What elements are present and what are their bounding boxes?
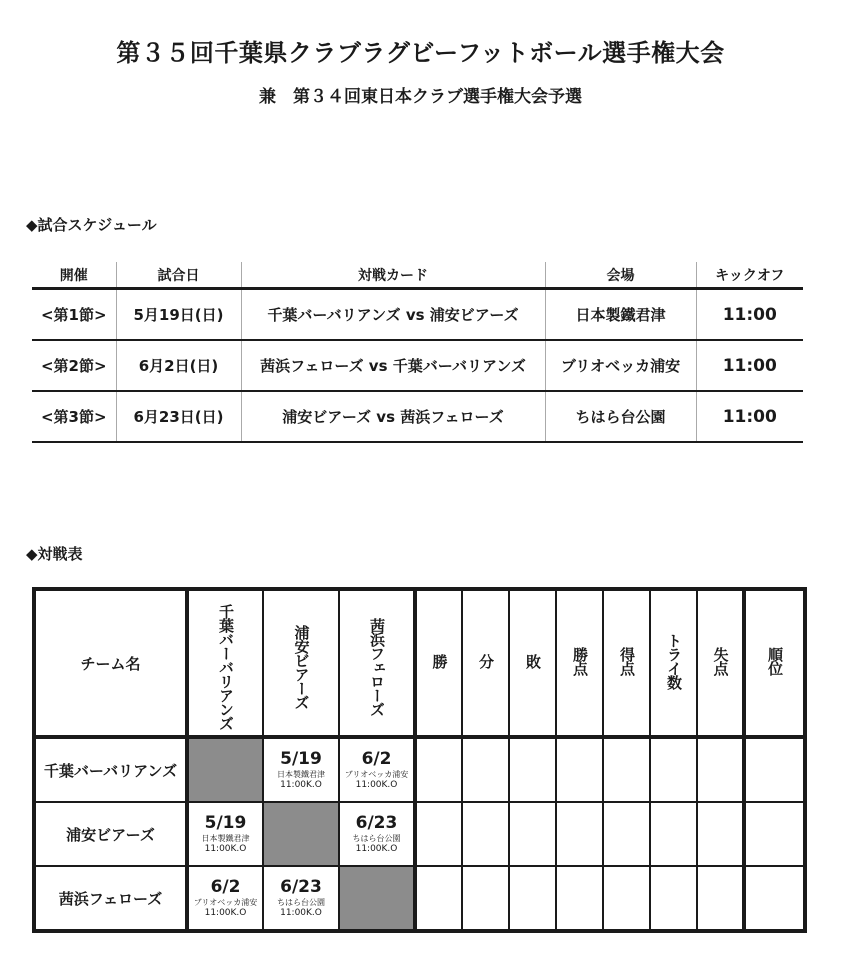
round-cell: <第1節> <box>32 289 116 341</box>
stat-cell-draws[interactable] <box>462 737 509 802</box>
opponent-header <box>263 589 339 737</box>
schedule-row <box>32 289 803 341</box>
fixture-cell <box>263 866 339 931</box>
opponent-header <box>339 589 415 737</box>
opponent-header-label: 茜浜フェローズ <box>368 618 386 716</box>
team-name-cell: 千葉バーバリアンズ <box>34 737 187 802</box>
fixture-date: 6/23 <box>355 812 398 833</box>
stat-cell-points-for[interactable] <box>603 737 650 802</box>
fixture-kickoff: 11:00K.O <box>204 843 247 854</box>
match-table <box>32 587 807 933</box>
fixture-cell <box>187 866 263 931</box>
schedule-header-row <box>32 262 803 289</box>
fixture-cell <box>339 737 415 802</box>
fixture-date: 5/19 <box>280 748 322 769</box>
fixture-cell <box>263 737 339 802</box>
stat-cell-win-points[interactable] <box>556 737 603 802</box>
stat-cell-wins[interactable] <box>415 737 462 802</box>
page-title: 第３５回千葉県クラブラグビーフットボール選手権大会 <box>116 39 725 67</box>
stat-header-wins: 勝 <box>415 589 462 737</box>
fixture-kickoff: 11:00K.O <box>355 779 398 790</box>
opponent-header <box>187 589 263 737</box>
match-row <box>34 866 805 931</box>
round-cell: <第3節> <box>32 391 116 442</box>
match-header-row <box>34 589 805 737</box>
kickoff-cell: 11:00 <box>696 391 803 442</box>
stat-cell-losses[interactable] <box>509 802 556 866</box>
rank-header: 順位 <box>744 589 805 737</box>
date-cell: 6月2日(日) <box>116 340 241 391</box>
date-cell: 6月23日(日) <box>116 391 241 442</box>
fixture-date: 6/2 <box>361 748 392 769</box>
schedule-row <box>32 391 803 442</box>
stat-cell-points-against[interactable] <box>697 866 744 931</box>
fixture-date: 6/2 <box>210 876 241 897</box>
stat-cell-draws[interactable] <box>462 802 509 866</box>
match-table-heading: ◆対戦表 <box>26 545 83 563</box>
fixture-cell <box>187 802 263 866</box>
stat-header-win-points: 勝点 <box>556 589 603 737</box>
stat-header-tries: トライ数 <box>650 589 697 737</box>
self-match-cell <box>187 737 263 802</box>
schedule-heading: ◆試合スケジュール <box>26 216 157 234</box>
fixture-cell <box>339 802 415 866</box>
stat-cell-losses[interactable] <box>509 866 556 931</box>
stat-cell-win-points[interactable] <box>556 802 603 866</box>
col-header-venue: 会場 <box>545 262 696 289</box>
fixture-venue: ちはら台公園 <box>352 833 401 843</box>
self-match-cell <box>339 866 415 931</box>
col-header-round: 開催 <box>32 262 116 289</box>
stat-cell-tries[interactable] <box>650 737 697 802</box>
venue-cell: ちはら台公園 <box>545 391 696 442</box>
team-name-cell: 茜浜フェローズ <box>34 866 187 931</box>
stat-header-draws: 分 <box>462 589 509 737</box>
rank-cell[interactable] <box>744 737 805 802</box>
fixture-kickoff: 11:00K.O <box>355 843 398 854</box>
fixture-date: 6/23 <box>280 876 322 897</box>
schedule-table <box>32 262 803 443</box>
opponent-header-label: 千葉バーバリアンズ <box>217 604 235 730</box>
stat-cell-tries[interactable] <box>650 866 697 931</box>
venue-cell: 日本製鐵君津 <box>545 289 696 341</box>
stat-header-points-against: 失点 <box>697 589 744 737</box>
self-match-cell <box>263 802 339 866</box>
page-subtitle: 兼 第３４回東日本クラブ選手権大会予選 <box>259 87 582 107</box>
team-name-cell: 浦安ビアーズ <box>34 802 187 866</box>
kickoff-cell: 11:00 <box>696 340 803 391</box>
match-row <box>34 737 805 802</box>
fixture-venue: ブリオベッカ浦安 <box>193 897 258 907</box>
match-row <box>34 802 805 866</box>
stat-cell-points-for[interactable] <box>603 802 650 866</box>
col-header-kickoff: キックオフ <box>696 262 803 289</box>
date-cell: 5月19日(日) <box>116 289 241 341</box>
fixture-kickoff: 11:00K.O <box>204 907 247 918</box>
fixture-kickoff: 11:00K.O <box>280 907 322 918</box>
fixture-kickoff: 11:00K.O <box>280 779 322 790</box>
kickoff-cell: 11:00 <box>696 289 803 341</box>
col-header-date: 試合日 <box>116 262 241 289</box>
card-cell: 茜浜フェローズ vs 千葉バーバリアンズ <box>241 340 545 391</box>
venue-cell: ブリオベッカ浦安 <box>545 340 696 391</box>
stat-cell-win-points[interactable] <box>556 866 603 931</box>
stat-cell-wins[interactable] <box>415 802 462 866</box>
card-cell: 千葉バーバリアンズ vs 浦安ビアーズ <box>241 289 545 341</box>
schedule-row <box>32 340 803 391</box>
stat-header-losses: 敗 <box>509 589 556 737</box>
stat-cell-points-for[interactable] <box>603 866 650 931</box>
team-col-header: チーム名 <box>34 589 187 737</box>
rank-cell[interactable] <box>744 866 805 931</box>
rank-cell[interactable] <box>744 802 805 866</box>
fixture-venue: ブリオベッカ浦安 <box>344 769 409 779</box>
card-cell: 浦安ビアーズ vs 茜浜フェローズ <box>241 391 545 442</box>
col-header-card: 対戦カード <box>241 262 545 289</box>
opponent-header-label: 浦安ビアーズ <box>292 625 311 709</box>
fixture-venue: ちはら台公園 <box>277 897 325 907</box>
stat-cell-points-against[interactable] <box>697 802 744 866</box>
stat-cell-tries[interactable] <box>650 802 697 866</box>
fixture-date: 5/19 <box>204 812 247 833</box>
stat-cell-points-against[interactable] <box>697 737 744 802</box>
stat-cell-draws[interactable] <box>462 866 509 931</box>
fixture-venue: 日本製鐵君津 <box>277 769 325 779</box>
stat-header-points-for: 得点 <box>603 589 650 737</box>
stat-cell-losses[interactable] <box>509 737 556 802</box>
round-cell: <第2節> <box>32 340 116 391</box>
fixture-venue: 日本製鐵君津 <box>201 833 250 843</box>
stat-cell-wins[interactable] <box>415 866 462 931</box>
